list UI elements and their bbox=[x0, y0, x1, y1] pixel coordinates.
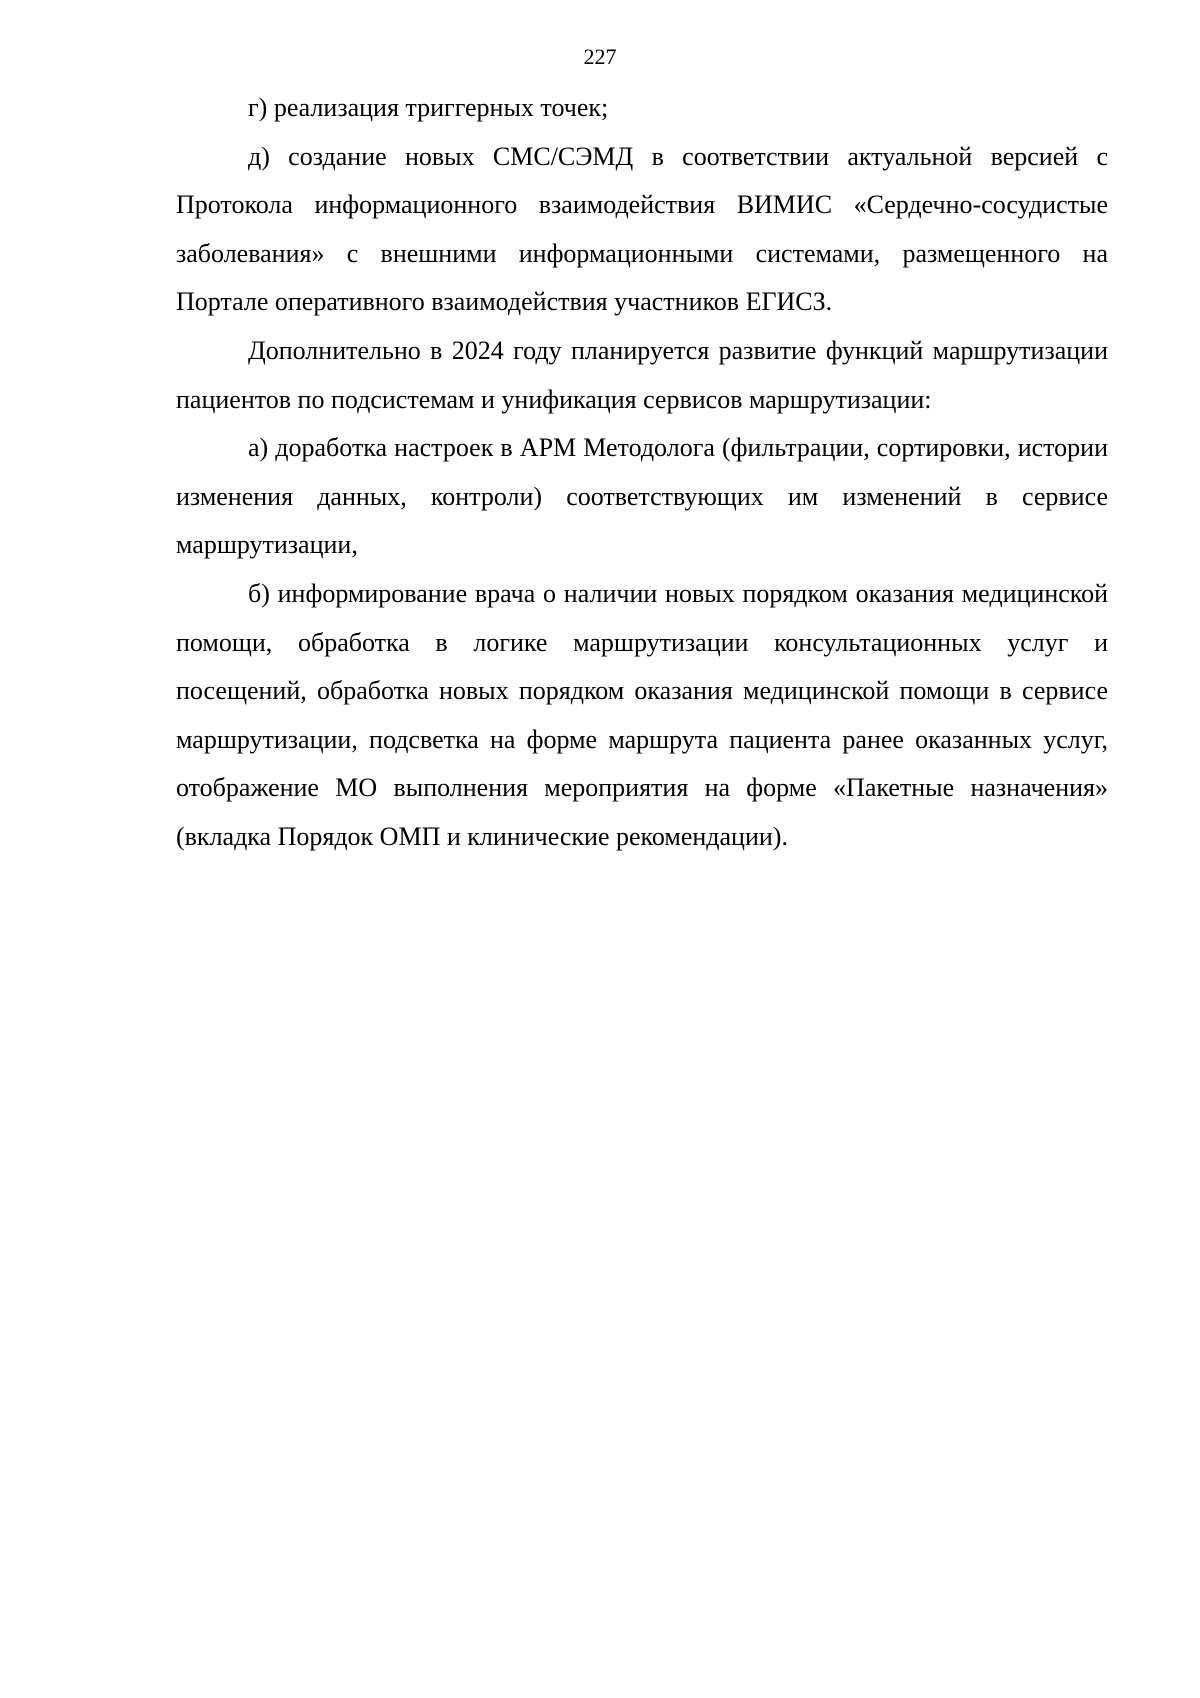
paragraph-g-trigger-points: г) реализация триггерных точек; bbox=[248, 93, 609, 122]
document-body bbox=[176, 84, 1108, 862]
page-number: 227 bbox=[583, 44, 617, 69]
paragraph-d-new-sms-semd: д) создание новых СМС/СЭМД в соответствии актуальной версией с Протокола информационного взаимодействия ВИМИС «Сердечно-сосудистые заболевания» с внешними информационными системами, размещенного на Портале оперативного взаимодействия участников ЕГИСЗ. bbox=[176, 141, 1108, 317]
paragraph-routing-development-2024: Дополнительно в 2024 году планируется развитие функций маршрутизации пациентов по подсистемам и унификация сервисов маршрутизации: bbox=[176, 335, 1108, 414]
paragraph-a-methodologist-settings: а) доработка настроек в АРМ Методолога (фильтрации, сортировки, истории изменения данных, контроли) соответствующих им изменений в сервисе маршрутизации, bbox=[176, 433, 1108, 560]
paragraph-b-doctor-notification: б) информирование врача о наличии новых порядком оказания медицинской помощи, обработка в логике маршрутизации консультационных услуг и посещений, обработка новых порядком оказания медицинской помощи в сервисе маршрутизации, подсветка на форме маршрута пациента ранее оказанных услуг, отображение МО выполнения мероприятия на форме «Пакетные назначения» (вкладка Порядок ОМП и клинические рекомендации). bbox=[176, 578, 1108, 851]
